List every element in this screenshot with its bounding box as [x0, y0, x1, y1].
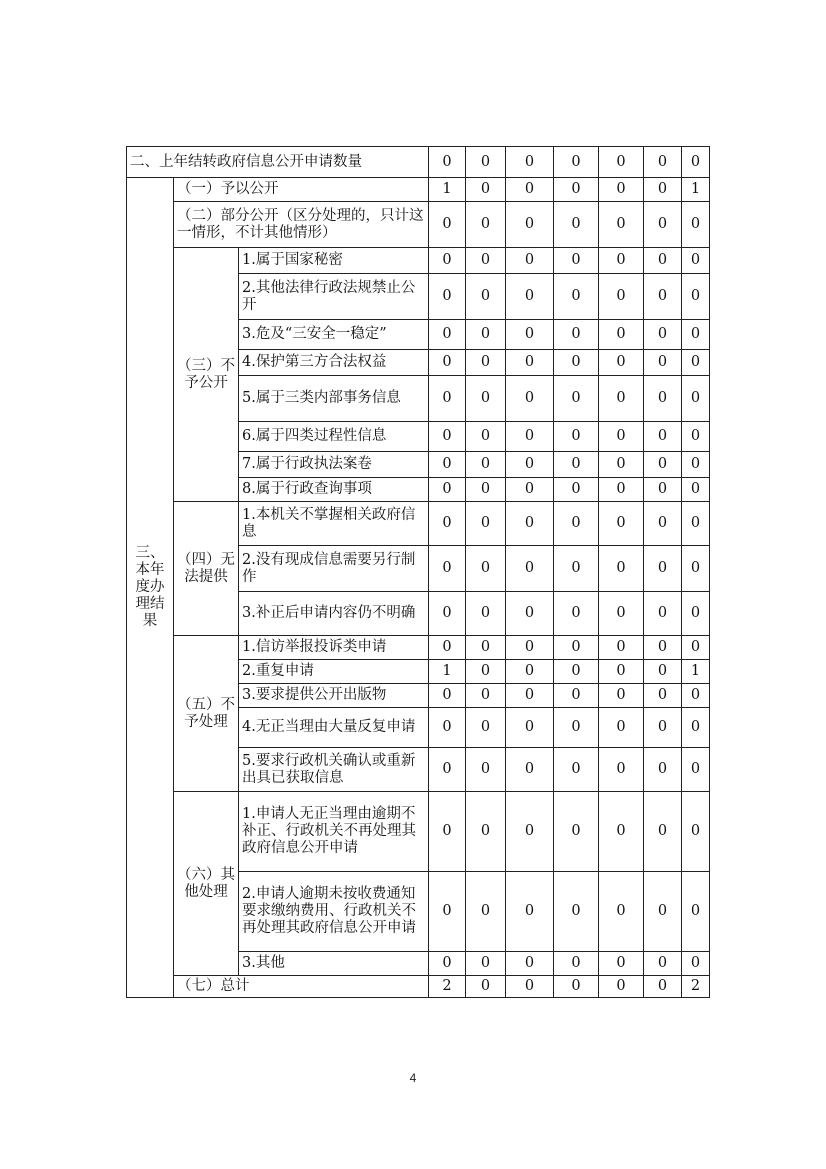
value-cell: 0 [466, 636, 506, 660]
value-cell: 0 [644, 147, 682, 178]
value-cell: 0 [644, 478, 682, 502]
value-cell: 0 [506, 684, 554, 708]
table-row-carryover [127, 147, 710, 178]
row-label: 2.没有现成信息需要另行制作 [239, 546, 429, 592]
value-cell: 0 [429, 452, 466, 478]
value-cell: 0 [599, 147, 644, 178]
value-cell: 0 [599, 502, 644, 546]
value-cell: 0 [554, 684, 599, 708]
value-cell: 0 [429, 502, 466, 546]
value-cell: 0 [554, 872, 599, 952]
group-label: （五）不予处理 [174, 636, 239, 792]
value-cell: 0 [644, 636, 682, 660]
value-cell: 0 [466, 350, 506, 376]
value-cell: 0 [429, 422, 466, 452]
value-cell: 0 [644, 976, 682, 998]
row-label: 1.信访举报投诉类申请 [239, 636, 429, 660]
value-cell: 0 [644, 178, 682, 202]
value-cell: 0 [599, 952, 644, 976]
value-cell: 1 [429, 660, 466, 684]
value-cell: 0 [506, 452, 554, 478]
value-cell: 0 [466, 546, 506, 592]
value-cell: 0 [506, 202, 554, 248]
value-cell: 0 [429, 478, 466, 502]
value-cell: 0 [682, 422, 710, 452]
row-label: 3.其他 [239, 952, 429, 976]
row-label: 2.重复申请 [239, 660, 429, 684]
value-cell: 0 [506, 748, 554, 792]
page-number: 4 [409, 1071, 417, 1085]
value-cell: 0 [429, 952, 466, 976]
value-cell: 0 [682, 147, 710, 178]
row-label: 5.属于三类内部事务信息 [239, 376, 429, 422]
value-cell: 0 [466, 248, 506, 274]
value-cell: 0 [466, 872, 506, 952]
value-cell: 0 [466, 202, 506, 248]
value-cell: 0 [506, 952, 554, 976]
group-label: （一）予以公开 [174, 178, 429, 202]
value-cell: 0 [682, 248, 710, 274]
row-label: 3.要求提供公开出版物 [239, 684, 429, 708]
value-cell: 0 [644, 320, 682, 350]
section-label: 三、本年度办理结果 [127, 178, 174, 998]
value-cell: 0 [599, 872, 644, 952]
value-cell: 0 [466, 952, 506, 976]
disclosure-statistics-table [126, 146, 710, 998]
group-label: （三）不予公开 [174, 248, 239, 502]
value-cell: 0 [506, 376, 554, 422]
value-cell: 1 [682, 178, 710, 202]
value-cell: 0 [599, 422, 644, 452]
value-cell: 0 [429, 350, 466, 376]
value-cell: 0 [466, 502, 506, 546]
row-label: 2.申请人逾期未按收费通知要求缴纳费用、行政机关不再处理其政府信息公开申请 [239, 872, 429, 952]
value-cell: 0 [599, 748, 644, 792]
value-cell: 0 [466, 976, 506, 998]
value-cell: 0 [599, 350, 644, 376]
row-label: 3.危及“三安全一稳定” [239, 320, 429, 350]
value-cell: 0 [506, 708, 554, 748]
value-cell: 0 [466, 178, 506, 202]
value-cell: 0 [644, 592, 682, 636]
value-cell: 0 [644, 708, 682, 748]
value-cell: 0 [554, 350, 599, 376]
value-cell: 0 [682, 636, 710, 660]
value-cell: 0 [599, 546, 644, 592]
value-cell: 0 [506, 178, 554, 202]
row-label: 2.其他法律行政法规禁止公开 [239, 274, 429, 320]
value-cell: 0 [682, 872, 710, 952]
value-cell: 0 [554, 502, 599, 546]
value-cell: 0 [429, 684, 466, 708]
value-cell: 0 [682, 792, 710, 872]
value-cell: 0 [644, 202, 682, 248]
value-cell: 0 [644, 422, 682, 452]
value-cell: 0 [599, 592, 644, 636]
value-cell: 0 [466, 708, 506, 748]
row-label: 4.保护第三方合法权益 [239, 350, 429, 376]
group-label: （七）总计 [174, 976, 429, 998]
value-cell: 0 [554, 202, 599, 248]
value-cell: 0 [429, 376, 466, 422]
value-cell: 0 [644, 684, 682, 708]
row-label: 1.属于国家秘密 [239, 248, 429, 274]
value-cell: 0 [599, 660, 644, 684]
table-body [127, 147, 710, 998]
value-cell: 0 [599, 478, 644, 502]
value-cell: 0 [506, 350, 554, 376]
value-cell: 0 [644, 248, 682, 274]
value-cell: 0 [682, 748, 710, 792]
table-row [127, 636, 710, 660]
value-cell: 2 [429, 976, 466, 998]
value-cell: 0 [506, 660, 554, 684]
value-cell: 0 [644, 660, 682, 684]
value-cell: 0 [554, 660, 599, 684]
row-label: 1.申请人无正当理由逾期不补正、行政机关不再处理其政府信息公开申请 [239, 792, 429, 872]
row-label: 二、上年结转政府信息公开申请数量 [127, 147, 429, 178]
table-row [127, 792, 710, 872]
value-cell: 0 [429, 592, 466, 636]
value-cell: 0 [506, 274, 554, 320]
value-cell: 0 [466, 320, 506, 350]
value-cell: 0 [682, 350, 710, 376]
value-cell: 0 [506, 478, 554, 502]
value-cell: 0 [506, 592, 554, 636]
value-cell: 0 [599, 202, 644, 248]
value-cell: 0 [506, 320, 554, 350]
value-cell: 0 [644, 952, 682, 976]
table-row [127, 502, 710, 546]
value-cell: 0 [429, 546, 466, 592]
value-cell: 0 [429, 274, 466, 320]
value-cell: 0 [682, 546, 710, 592]
value-cell: 0 [599, 708, 644, 748]
value-cell: 0 [466, 660, 506, 684]
value-cell: 0 [554, 376, 599, 422]
row-label: 1.本机关不掌握相关政府信息 [239, 502, 429, 546]
value-cell: 1 [682, 660, 710, 684]
value-cell: 0 [506, 248, 554, 274]
value-cell: 0 [466, 748, 506, 792]
value-cell: 0 [429, 708, 466, 748]
value-cell: 0 [644, 376, 682, 422]
value-cell: 0 [466, 147, 506, 178]
value-cell: 0 [554, 952, 599, 976]
value-cell: 0 [682, 478, 710, 502]
row-label: 4.无正当理由大量反复申请 [239, 708, 429, 748]
value-cell: 0 [644, 872, 682, 952]
value-cell: 0 [599, 976, 644, 998]
value-cell: 0 [506, 546, 554, 592]
value-cell: 0 [682, 708, 710, 748]
value-cell: 0 [682, 952, 710, 976]
value-cell: 0 [554, 320, 599, 350]
value-cell: 0 [644, 452, 682, 478]
value-cell: 0 [554, 636, 599, 660]
value-cell: 0 [599, 636, 644, 660]
value-cell: 0 [466, 478, 506, 502]
value-cell: 0 [466, 422, 506, 452]
value-cell: 0 [644, 350, 682, 376]
value-cell: 0 [682, 502, 710, 546]
value-cell: 0 [682, 202, 710, 248]
value-cell: 0 [599, 178, 644, 202]
row-label: 6.属于四类过程性信息 [239, 422, 429, 452]
value-cell: 0 [506, 976, 554, 998]
value-cell: 0 [599, 320, 644, 350]
row-label: 7.属于行政执法案卷 [239, 452, 429, 478]
value-cell: 0 [554, 422, 599, 452]
group-label: （六）其他处理 [174, 792, 239, 976]
table-row [127, 178, 710, 202]
value-cell: 0 [682, 684, 710, 708]
value-cell: 0 [506, 422, 554, 452]
table-row [127, 976, 710, 998]
value-cell: 0 [554, 478, 599, 502]
value-cell: 0 [466, 792, 506, 872]
value-cell: 0 [466, 684, 506, 708]
value-cell: 0 [506, 792, 554, 872]
value-cell: 0 [682, 376, 710, 422]
value-cell: 0 [644, 546, 682, 592]
value-cell: 0 [429, 636, 466, 660]
value-cell: 0 [644, 502, 682, 546]
value-cell: 0 [429, 792, 466, 872]
value-cell: 0 [599, 274, 644, 320]
value-cell: 0 [429, 147, 466, 178]
value-cell: 0 [644, 792, 682, 872]
row-label: 3.补正后申请内容仍不明确 [239, 592, 429, 636]
value-cell: 0 [506, 636, 554, 660]
value-cell: 0 [429, 320, 466, 350]
value-cell: 0 [466, 452, 506, 478]
value-cell: 0 [466, 274, 506, 320]
row-label: 5.要求行政机关确认或重新出具已获取信息 [239, 748, 429, 792]
value-cell: 0 [554, 452, 599, 478]
value-cell: 0 [554, 248, 599, 274]
value-cell: 1 [429, 178, 466, 202]
value-cell: 0 [466, 376, 506, 422]
table-row [127, 248, 710, 274]
value-cell: 0 [429, 748, 466, 792]
value-cell: 0 [466, 592, 506, 636]
value-cell: 0 [554, 748, 599, 792]
value-cell: 0 [554, 546, 599, 592]
value-cell: 0 [599, 248, 644, 274]
table-row [127, 202, 710, 248]
value-cell: 0 [682, 274, 710, 320]
row-label: 8.属于行政查询事项 [239, 478, 429, 502]
value-cell: 0 [554, 178, 599, 202]
value-cell: 0 [682, 320, 710, 350]
value-cell: 0 [506, 502, 554, 546]
value-cell: 0 [644, 274, 682, 320]
value-cell: 0 [554, 708, 599, 748]
value-cell: 2 [682, 976, 710, 998]
value-cell: 0 [599, 684, 644, 708]
value-cell: 0 [429, 248, 466, 274]
value-cell: 0 [554, 147, 599, 178]
value-cell: 0 [429, 872, 466, 952]
value-cell: 0 [599, 792, 644, 872]
value-cell: 0 [682, 452, 710, 478]
value-cell: 0 [506, 872, 554, 952]
value-cell: 0 [644, 748, 682, 792]
value-cell: 0 [599, 452, 644, 478]
value-cell: 0 [506, 147, 554, 178]
value-cell: 0 [554, 976, 599, 998]
value-cell: 0 [429, 202, 466, 248]
value-cell: 0 [554, 792, 599, 872]
value-cell: 0 [682, 592, 710, 636]
group-label: （四）无法提供 [174, 502, 239, 636]
value-cell: 0 [554, 592, 599, 636]
value-cell: 0 [599, 376, 644, 422]
value-cell: 0 [554, 274, 599, 320]
group-label: （二）部分公开（区分处理的，只计这一情形，不计其他情形） [174, 202, 429, 248]
